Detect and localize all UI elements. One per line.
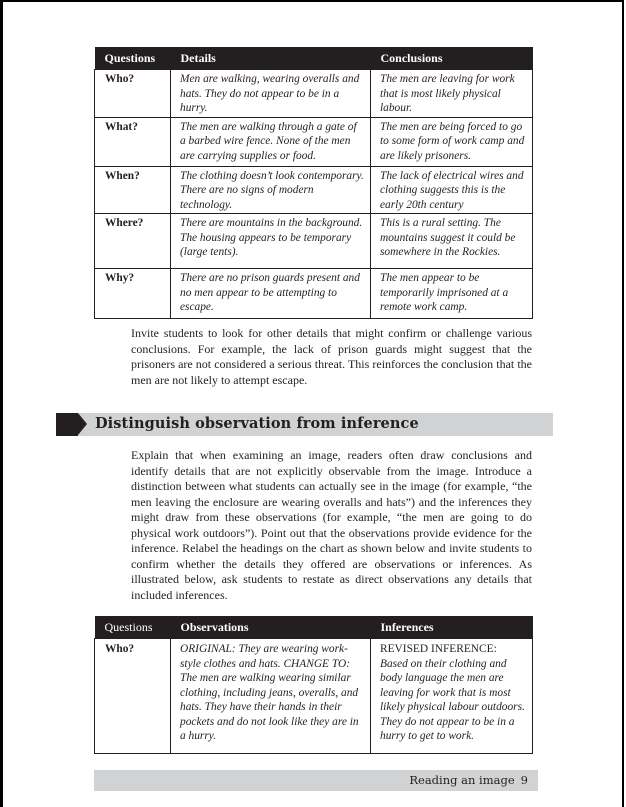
question-cell: Who? bbox=[95, 70, 171, 118]
question-cell: Where? bbox=[95, 214, 171, 269]
observations-cell: ORIGINAL: They are wearing work-style clothes and hats. CHANGE TO: The men are walking wearing similar clothing, including jeans, overalls, and hats. They have their hands in their pockets and do not look like they are in a hurry. bbox=[171, 639, 371, 754]
inference-text: Based on their clothing and body language the men are leaving for work that is most likely physical labour outdoors. They do not appear to be in a hurry to get to work. bbox=[380, 657, 525, 742]
question-cell: What? bbox=[95, 117, 171, 166]
conclusion-cell: The men are being forced to go to some form of work camp and are likely prisoners. bbox=[371, 117, 533, 166]
footer-text bbox=[409, 773, 528, 787]
table-row bbox=[95, 269, 533, 319]
table-row bbox=[95, 166, 533, 214]
header-details: Details bbox=[171, 47, 371, 70]
question-cell: Why? bbox=[95, 269, 171, 319]
body-paragraph-confirm-details: Invite students to look for other details that might confirm or challenge various conclusions. For example, the lack of prison guards might suggest that the prisoners are not considered a serious threat. This reinforces the conclusion that the men are not likely to attempt escape. bbox=[131, 326, 532, 387]
header-conclusions: Conclusions bbox=[371, 47, 533, 70]
header-questions: Questions bbox=[95, 47, 171, 70]
page-border-top bbox=[0, 0, 624, 2]
conclusion-cell: The lack of electrical wires and clothing suggests this is the early 20th century bbox=[371, 166, 533, 214]
header-inferences: Inferences bbox=[371, 616, 533, 639]
running-title: Reading an image bbox=[409, 773, 515, 787]
table-row bbox=[95, 117, 533, 166]
page-border-right bbox=[622, 0, 624, 807]
details-cell: The men are walking through a gate of a barbed wire fence. None of the men are carrying supplies or food. bbox=[171, 117, 371, 166]
conclusion-cell: The men appear to be temporarily imprisoned at a remote work camp. bbox=[371, 269, 533, 319]
questions-details-conclusions-table bbox=[94, 47, 533, 319]
question-cell: When? bbox=[95, 166, 171, 214]
table-header-row bbox=[95, 47, 533, 70]
section-title: Distinguish observation from inference bbox=[95, 415, 419, 432]
inference-cell bbox=[371, 639, 533, 754]
table-row bbox=[95, 639, 533, 754]
page-border-left bbox=[0, 0, 3, 807]
question-cell: Who? bbox=[95, 639, 171, 754]
table-row bbox=[95, 70, 533, 118]
table-row bbox=[95, 214, 533, 269]
conclusion-cell: This is a rural setting. The mountains suggest it could be somewhere in the Rockies. bbox=[371, 214, 533, 269]
questions-observations-inferences-table bbox=[94, 616, 533, 754]
details-cell: Men are walking, wearing overalls and hats. They do not appear to be in a hurry. bbox=[171, 70, 371, 118]
conclusion-cell: The men are leaving for work that is most likely physical labour. bbox=[371, 70, 533, 118]
page-number: 9 bbox=[520, 773, 528, 787]
header-observations: Observations bbox=[171, 616, 371, 639]
table-header-row bbox=[95, 616, 533, 639]
revised-inference-label: REVISED INFERENCE: bbox=[380, 643, 497, 655]
details-cell: The clothing doesn’t look contemporary. There are no signs of modern technology. bbox=[171, 166, 371, 214]
body-paragraph-observation-inference: Explain that when examining an image, readers often draw conclusions and identify details that are not explicitly observable from the image. Introduce a distinction between what students can actually see in the image (for example, “the men leaving the enclosure are wearing overalls and hats”) and the inferences they might draw from these observations (for example, “the men are going to do physical work outdoors”). Point out that the observations provide evidence for the inference. Relabel the headings on the chart as shown below and invite students to confirm whether the details they offered are observations or inferences. As illustrated below, ask students to restate as direct observations any details that included inferences. bbox=[131, 448, 532, 602]
header-questions: Questions bbox=[95, 616, 171, 639]
details-cell: There are mountains in the background. The housing appears to be temporary (large tents). bbox=[171, 214, 371, 269]
details-cell: There are no prison guards present and no men appear to be attempting to escape. bbox=[171, 269, 371, 319]
page-footer bbox=[94, 770, 538, 791]
section-heading-bar bbox=[56, 413, 553, 436]
